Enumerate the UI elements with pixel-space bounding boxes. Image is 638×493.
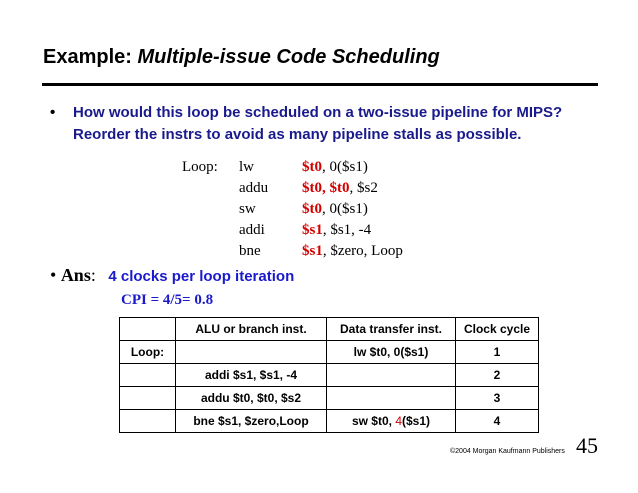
- table-cell: Loop:: [120, 341, 176, 364]
- table-cell: 1: [456, 341, 539, 364]
- code-rest: , 0($s1): [322, 159, 368, 175]
- code-reg: $s1: [302, 222, 323, 238]
- table-cell: lw $t0, 0($s1): [327, 341, 456, 364]
- sw-offset: 4: [395, 414, 403, 428]
- table-cell: addi $s1, $s1, -4: [176, 364, 327, 387]
- sw-suffix: ($s1): [402, 414, 431, 428]
- table-cell: [176, 341, 327, 364]
- table-header: Data transfer inst.: [327, 318, 456, 341]
- table-cell: [327, 387, 456, 410]
- code-op: bne: [239, 243, 261, 259]
- table-cell: 2: [456, 364, 539, 387]
- schedule-table: [119, 317, 539, 433]
- table-cell: 3: [456, 387, 539, 410]
- table-cell: [327, 364, 456, 387]
- answer-bullet: •: [50, 265, 57, 285]
- code-label: Loop:: [182, 159, 218, 175]
- table-header: [120, 318, 176, 341]
- code-op: sw: [239, 201, 256, 217]
- sw-instr: sw $t0,: [351, 414, 396, 428]
- table-cell: [120, 387, 176, 410]
- table-row: [120, 341, 539, 364]
- table-cell: 4: [456, 410, 539, 433]
- copyright-footer: ©2004 Morgan Kaufmann Publishers: [450, 448, 565, 455]
- code-rest: , $zero, Loop: [322, 243, 403, 259]
- code-op: addu: [239, 180, 269, 196]
- code-reg: $t0: [302, 201, 322, 217]
- page-number: 45: [576, 433, 598, 458]
- answer-label: Ans: [60, 265, 91, 285]
- title-italic: Multiple-issue Code Scheduling: [137, 46, 440, 68]
- title-prefix: Example:: [43, 46, 132, 68]
- table-cell: [120, 364, 176, 387]
- answer-text: 4 clocks per loop iteration: [108, 268, 295, 285]
- table-cell: bne $s1, $zero,Loop: [176, 410, 327, 433]
- code-reg: $t0: [302, 159, 322, 175]
- code-rest: , $s2: [349, 180, 378, 196]
- question-line-2: Reorder the instrs to avoid as many pipeline stalls as possible.: [73, 126, 522, 143]
- code-reg: $t0, $t0: [302, 180, 350, 196]
- table-row: [120, 410, 539, 433]
- table-header: ALU or branch inst.: [176, 318, 327, 341]
- table-cell: [327, 410, 456, 433]
- table-cell: addu $t0, $t0, $s2: [176, 387, 327, 410]
- code-rest: , 0($s1): [322, 201, 368, 217]
- answer-line: [50, 265, 294, 286]
- table-header: Clock cycle: [456, 318, 539, 341]
- title-divider: [42, 83, 598, 86]
- code-op: lw: [239, 159, 254, 175]
- table-row: [120, 364, 539, 387]
- code-rest: , $s1, -4: [322, 222, 372, 238]
- question-line-1: How would this loop be scheduled on a two-issue pipeline for MIPS?: [73, 104, 563, 121]
- answer-colon: :: [90, 265, 96, 285]
- cpi-text: CPI = 4/5= 0.8: [121, 292, 214, 308]
- table-header-row: [120, 318, 539, 341]
- code-op: addi: [239, 222, 265, 238]
- code-reg: $s1: [302, 243, 323, 259]
- table-cell: [120, 410, 176, 433]
- bullet-marker: •: [50, 104, 56, 121]
- table-row: [120, 387, 539, 410]
- slide-title: [43, 46, 440, 69]
